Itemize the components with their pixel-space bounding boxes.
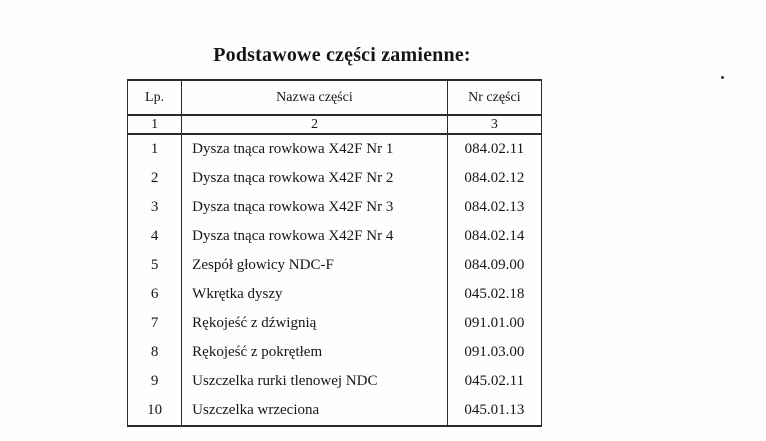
row-part-name: Dysza tnąca rowkowa X42F Nr 3 (182, 193, 448, 222)
row-part-name: Dysza tnąca rowkowa X42F Nr 2 (182, 164, 448, 193)
row-lp: 6 (128, 280, 182, 309)
row-part-name: Uszczelka rurki tlenowej NDC (182, 367, 448, 396)
column-number-3: 3 (447, 115, 541, 134)
row-lp: 1 (128, 134, 182, 164)
header-lp: Lp. (128, 80, 182, 115)
row-part-number: 045.02.11 (447, 367, 541, 396)
table-row (128, 280, 542, 309)
row-part-number: 084.09.00 (447, 251, 541, 280)
page-title: Podstawowe części zamienne: (213, 44, 471, 66)
scan-speck (721, 76, 724, 79)
row-lp: 9 (128, 367, 182, 396)
row-lp: 7 (128, 309, 182, 338)
row-part-number: 084.02.13 (447, 193, 541, 222)
row-part-name: Rękojeść z pokrętłem (182, 338, 448, 367)
row-lp: 5 (128, 251, 182, 280)
row-lp: 2 (128, 164, 182, 193)
table-row (128, 222, 542, 251)
table-row (128, 251, 542, 280)
header-part-number: Nr części (447, 80, 541, 115)
table-row (128, 396, 542, 426)
header-part-name: Nazwa części (182, 80, 448, 115)
row-part-name: Wkrętka dyszy (182, 280, 448, 309)
table-row (128, 164, 542, 193)
row-lp: 10 (128, 396, 182, 426)
row-part-number: 091.03.00 (447, 338, 541, 367)
table-row (128, 134, 542, 164)
row-lp: 8 (128, 338, 182, 367)
row-part-name: Uszczelka wrzeciona (182, 396, 448, 426)
row-part-name: Dysza tnąca rowkowa X42F Nr 1 (182, 134, 448, 164)
row-part-name: Rękojeść z dźwignią (182, 309, 448, 338)
row-part-number: 091.01.00 (447, 309, 541, 338)
column-number-1: 1 (128, 115, 182, 134)
row-part-name: Zespół głowicy NDC-F (182, 251, 448, 280)
row-lp: 4 (128, 222, 182, 251)
table-row (128, 367, 542, 396)
parts-table (127, 79, 542, 427)
table-row (128, 309, 542, 338)
row-lp: 3 (128, 193, 182, 222)
table-row (128, 193, 542, 222)
table-row (128, 338, 542, 367)
column-number-row (128, 115, 542, 134)
table-header-row (128, 80, 542, 115)
row-part-name: Dysza tnąca rowkowa X42F Nr 4 (182, 222, 448, 251)
row-part-number: 045.01.13 (447, 396, 541, 426)
row-part-number: 084.02.14 (447, 222, 541, 251)
row-part-number: 045.02.18 (447, 280, 541, 309)
column-number-2: 2 (182, 115, 448, 134)
row-part-number: 084.02.12 (447, 164, 541, 193)
row-part-number: 084.02.11 (447, 134, 541, 164)
